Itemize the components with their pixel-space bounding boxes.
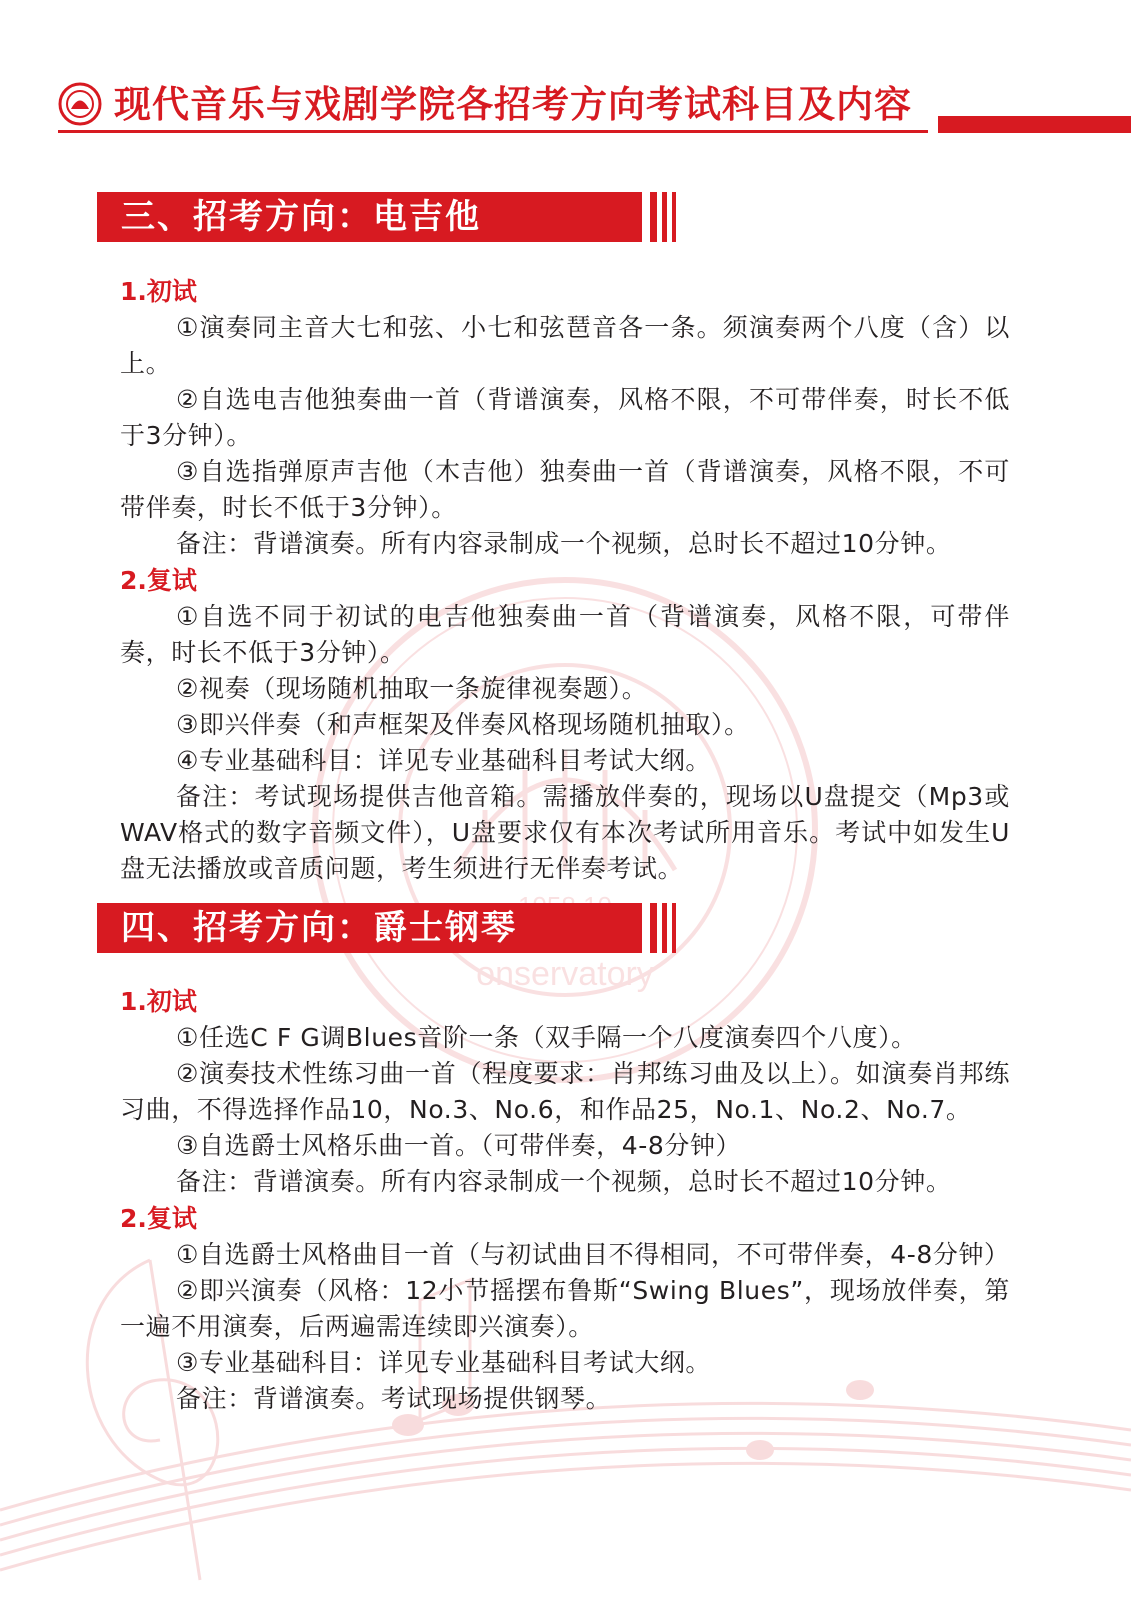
- page-header: [58, 80, 1078, 140]
- banner-stripe: [650, 903, 657, 953]
- subheading-first-round: 1.初试: [120, 277, 197, 306]
- note-item: 备注：考试现场提供吉他音箱。需播放伴奏的，现场以U盘提交（Mp3或WAV格式的数字音频文件），U盘要求仅有本次考试所用音乐。考试中如发生U盘无法播放或音质问题，考生须进行无伴奏考试。: [120, 782, 1010, 883]
- note-item: 备注：背谱演奏。所有内容录制成一个视频，总时长不超过10分钟。: [176, 1167, 952, 1196]
- banner-stripe: [650, 192, 657, 242]
- section-title: 四、招考方向：爵士钢琴: [97, 903, 642, 953]
- list-item: ①自选爵士风格曲目一首（与初试曲目不得相同，不可带伴奏，4-8分钟）: [176, 1240, 1010, 1269]
- note-item: 备注：背谱演奏。所有内容录制成一个视频，总时长不超过10分钟。: [176, 529, 952, 558]
- section-title: 三、招考方向：电吉他: [97, 192, 642, 242]
- list-item: ①演奏同主音大七和弦、小七和弦琶音各一条。须演奏两个八度（含）以上。: [120, 313, 1010, 378]
- section-content-jazz-piano: [120, 983, 1010, 1417]
- list-item: ②自选电吉他独奏曲一首（背谱演奏，风格不限，不可带伴奏，时长不低于3分钟）。: [120, 385, 1010, 450]
- list-item: ③专业基础科目：详见专业基础科目考试大纲。: [176, 1348, 712, 1377]
- section-content-electric-guitar: [120, 273, 1010, 887]
- list-item: ②演奏技术性练习曲一首（程度要求：肖邦练习曲及以上）。如演奏肖邦练习曲，不得选择作品10，No.3、No.6，和作品25，No.1、No.2、No.7。: [120, 1059, 1010, 1124]
- banner-stripe: [662, 192, 667, 242]
- page-title: 现代音乐与戏剧学院各招考方向考试科目及内容: [114, 82, 912, 126]
- list-item: ①自选不同于初试的电吉他独奏曲一首（背谱演奏，风格不限，可带伴奏，时长不低于3分钟）。: [120, 602, 1010, 667]
- list-item: ①任选C F G调Blues音阶一条（双手隔一个八度演奏四个八度）。: [176, 1023, 917, 1052]
- list-item: ②视奏（现场随机抽取一条旋律视奏题）。: [176, 674, 648, 703]
- header-underline: [58, 130, 928, 133]
- banner-stripe: [672, 192, 676, 242]
- school-seal-icon: [58, 82, 102, 126]
- subheading-second-round: 2.复试: [120, 566, 197, 595]
- banner-stripe: [662, 903, 667, 953]
- watermark-text: onservatory: [476, 955, 654, 993]
- list-item: ③自选指弹原声吉他（木吉他）独奏曲一首（背谱演奏，风格不限，不可带伴奏，时长不低于3分钟）。: [120, 457, 1010, 522]
- list-item: ④专业基础科目：详见专业基础科目考试大纲。: [176, 746, 712, 775]
- list-item: ②即兴演奏（风格：12小节摇摆布鲁斯“Swing Blues”，现场放伴奏，第一遍不用演奏，后两遍需连续即兴演奏）。: [120, 1276, 1010, 1341]
- subheading-first-round: 1.初试: [120, 987, 197, 1016]
- list-item: ③即兴伴奏（和声框架及伴奏风格现场随机抽取）。: [176, 710, 750, 739]
- list-item: ③自选爵士风格乐曲一首。（可带伴奏，4-8分钟）: [176, 1131, 742, 1160]
- note-item: 备注：背谱演奏。考试现场提供钢琴。: [176, 1384, 612, 1413]
- header-accent-bar: [938, 116, 1131, 133]
- banner-stripe: [672, 903, 676, 953]
- subheading-second-round: 2.复试: [120, 1204, 197, 1233]
